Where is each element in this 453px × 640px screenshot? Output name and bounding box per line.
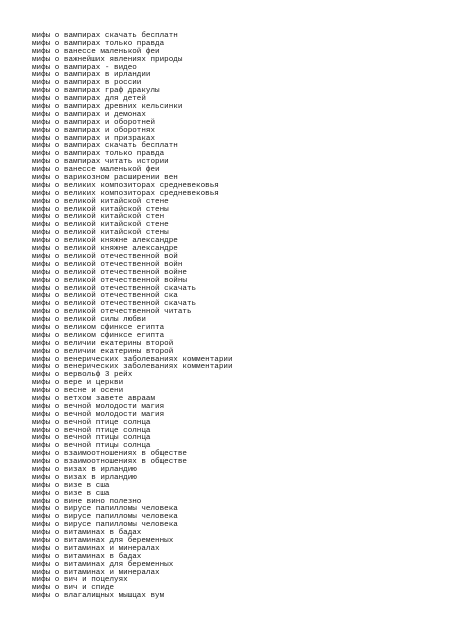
text-line: мифы о вампирах и оборотней	[32, 118, 156, 127]
text-line: мифы о вере и церкви	[32, 379, 124, 388]
text-line: мифы о великой отечественной скачать	[32, 284, 197, 293]
text-line: мифы о великой отечественной войн	[32, 260, 183, 269]
text-lines	[32, 33, 233, 601]
text-line: мифы о вампирах в россии	[32, 79, 142, 88]
text-line: мифы о витаминах для беременных	[32, 560, 174, 569]
text-line: мифы о венерических заболеваниях комментарии	[32, 363, 233, 372]
text-line: мифы о влагалищных мышцах вум	[32, 592, 165, 601]
text-line: мифы о визах в ирландию	[32, 473, 137, 482]
text-line: мифы о вич и поцелуях	[32, 576, 128, 585]
text-line: мифы о великих композиторах средневековья	[32, 189, 219, 198]
text-line: мифы о великой китайской стен	[32, 213, 165, 222]
text-line: мифы о вампирах и оборотнях	[32, 126, 156, 135]
text-line: мифы о витаминах в бадах	[32, 552, 142, 561]
text-line: мифы о великой китайской стены	[32, 205, 169, 214]
text-line: мифы о варикозном расширении вен	[32, 174, 178, 183]
text-line: мифы о вечной птице солнца	[32, 418, 151, 427]
text-line: мифы о величии екатерины второй	[32, 339, 174, 348]
text-line: мифы о вечной птице солнца	[32, 426, 151, 435]
text-line: мифы о вервольф 3 рейх	[32, 371, 133, 380]
text-line: мифы о великой отечественной скачать	[32, 300, 197, 309]
text-line: мифы о венерических заболеваниях комментарии	[32, 355, 233, 364]
text-line: мифы о великой китайской стене	[32, 197, 169, 206]
text-line: мифы о великой княжне александре	[32, 237, 178, 246]
text-line: мифы о вампирах читать истории	[32, 158, 169, 167]
text-line: мифы о вампирах граф дракулы	[32, 87, 160, 96]
text-line: мифы о визе в сша	[32, 489, 110, 498]
text-line: мифы о вирусе папилломы человека	[32, 521, 178, 530]
text-line: мифы о важнейших явлениях природы	[32, 55, 183, 64]
text-line: мифы о вирусе папилломы человека	[32, 505, 178, 514]
text-line: мифы о визе в сша	[32, 481, 110, 490]
text-line: мифы о вампирах древних кельсинки	[32, 103, 183, 112]
text-line: мифы о вине вино полезно	[32, 497, 142, 506]
text-line: мифы о взаимоотношениях в обществе	[32, 458, 187, 467]
text-line: мифы о великом сфинксе египта	[32, 331, 165, 340]
text-line: мифы о великой отечественной войны	[32, 276, 187, 285]
text-line: мифы о вирусе папилломы человека	[32, 513, 178, 522]
text-line: мифы о вампирах скачать бесплатн	[32, 32, 178, 40]
text-line: мифы о величии екатерины второй	[32, 347, 174, 356]
text-line: мифы о великой силы любви	[32, 316, 146, 325]
text-line: мифы о великой отечественной войне	[32, 268, 187, 277]
text-line: мифы о великой отечественной читать	[32, 308, 192, 317]
text-line: мифы о взаимоотношениях в обществе	[32, 450, 187, 459]
text-line: мифы о великой китайской стены	[32, 229, 169, 238]
text-line: мифы о великих композиторах средневековья	[32, 181, 219, 190]
text-line: мифы о витаминах и минералах	[32, 568, 160, 577]
text-line: мифы о ветхом завете авраам	[32, 394, 156, 403]
text-line: мифы о вечной птицы солнца	[32, 434, 151, 443]
text-line: мифы о вампирах только правда	[32, 150, 165, 159]
text-line: мифы о великой отечественной вой	[32, 252, 178, 261]
text-line: мифы о вампирах скачать бесплатн	[32, 142, 178, 151]
text-line: мифы о вампирах - видео	[32, 63, 137, 72]
text-line: мифы о великом сфинксе египта	[32, 323, 165, 332]
text-line: мифы о великой отечественной ска	[32, 292, 178, 301]
text-line: мифы о вампирах только правда	[32, 39, 165, 48]
text-line: мифы о вампирах и призраках	[32, 134, 156, 143]
text-line: мифы о великой княжне александре	[32, 245, 178, 254]
text-line: мифы о витаминах для беременных	[32, 537, 174, 545]
text-line: мифы о вечной птицы солнца	[32, 442, 151, 451]
text-line: мифы о ванессе маленькой феи	[32, 166, 160, 175]
text-line: мифы о визах в ирландию	[32, 465, 137, 474]
text-line: мифы о вечной молодости магия	[32, 410, 165, 419]
text-line: мифы о вампирах и демонах	[32, 110, 146, 119]
text-line: мифы о ванессе маленькой феи	[32, 47, 160, 56]
text-line: мифы о вампирах для детей	[32, 95, 146, 104]
text-line: мифы о весне и осени	[32, 387, 124, 396]
text-line: мифы о вич и спиде	[32, 584, 115, 593]
text-line: мифы о великой китайской стене	[32, 221, 169, 230]
text-line: мифы о вампирах в ирландии	[32, 71, 151, 80]
text-line: мифы о витаминах и минералах	[32, 544, 160, 553]
text-line: мифы о витаминах в бадах	[32, 529, 142, 538]
text-line: мифы о вечной молодости магия	[32, 402, 165, 411]
